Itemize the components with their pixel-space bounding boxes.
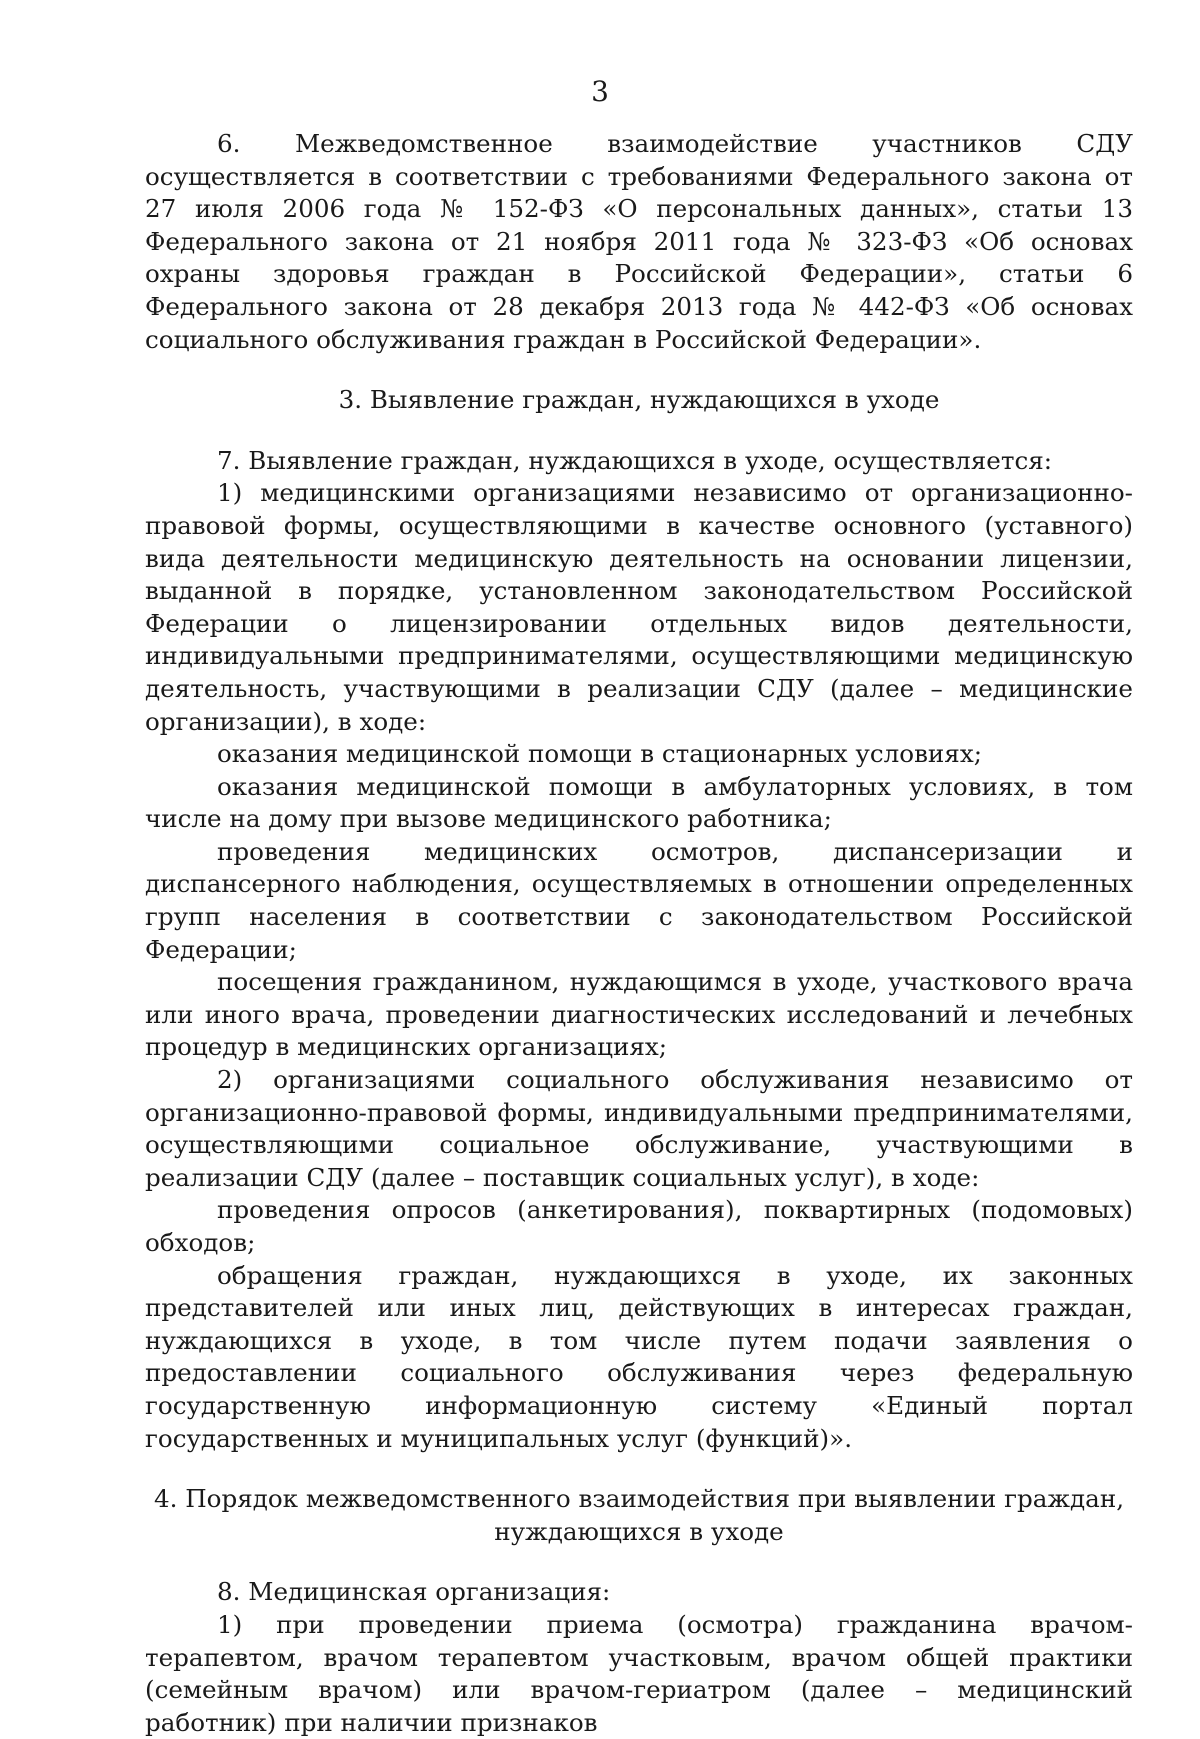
paragraph-7-item-1-sub-2: оказания медицинской помощи в амбулаторных условиях, в том числе на дому при вызове медицинского работника; bbox=[145, 771, 1133, 834]
page-number: 3 bbox=[591, 75, 609, 108]
paragraph-8-item-1: 1) при проведении приема (осмотра) гражданина врачом-терапевтом, врачом терапевтом участковым, врачом общей практики (семейным врачом) или врачом-гериатром (далее – медицинский работник) при наличии признаков bbox=[145, 1609, 1133, 1737]
section-heading-3-line: 3. Выявление граждан, нуждающихся в уходе bbox=[338, 385, 940, 415]
section-heading-4 bbox=[145, 1483, 1133, 1548]
paragraph-7-item-1-sub-4: посещения гражданином, нуждающимся в уходе, участкового врача или иного врача, проведении диагностических исследований и лечебных процедур в медицинских организациях; bbox=[145, 967, 1133, 1062]
section-heading-4-line-1: 4. Порядок межведомственного взаимодействия при выявлении граждан, bbox=[153, 1484, 1125, 1514]
section-heading-3 bbox=[145, 384, 1133, 417]
paragraph-7-item-2-sub-2: обращения граждан, нуждающихся в уходе, их законных представителей или иных лиц, действующих в интересах граждан, нуждающихся в уходе, в том числе путем подачи заявления о предоставлении социального обслуживания через федеральную государственную информационную систему «Единый портал государственных и муниципальных услуг (функций)». bbox=[145, 1260, 1133, 1453]
paragraph-8: 8. Медицинская организация: bbox=[217, 1577, 611, 1607]
document-body bbox=[145, 128, 1133, 1739]
paragraph-7-item-1: 1) медицинскими организациями независимо от организационно-правовой формы, осуществляющими в качестве основного (уставного) вида деятельности медицинскую деятельность на основании лицензии, выданной в порядке, установленном законодательством Российской Федерации о лицензировании отдельных видов деятельности, индивидуальными предпринимателями, осуществляющими медицинскую деятельность, участвующими в реализации СДУ (далее – медицинские организации), в ходе: bbox=[145, 478, 1133, 736]
paragraph-7-item-2-sub-1: проведения опросов (анкетирования), поквартирных (подомовых) обходов; bbox=[145, 1195, 1133, 1257]
paragraph-7-item-1-sub-3: проведения медицинских осмотров, диспансеризации и диспансерного наблюдения, осуществляемых в отношении определенных групп населения в соответствии с законодательством Российской Федерации; bbox=[145, 836, 1133, 964]
section-heading-4-line-2: нуждающихся в уходе bbox=[494, 1516, 784, 1546]
paragraph-7-item-1-sub-1: оказания медицинской помощи в стационарных условиях; bbox=[217, 739, 982, 769]
paragraph-6: 6. Межведомственное взаимодействие участников СДУ осуществляется в соответствии с требованиями Федерального закона от 27 июля 2006 года № 152-ФЗ «О персональных данных», статьи 13 Федерального закона от 21 ноября 2011 года № 323-ФЗ «Об основах охраны здоровья граждан в Российской Федерации», статьи 6 Федерального закона от 28 декабря 2013 года № 442-ФЗ «Об основах социального обслуживания граждан в Российской Федерации». bbox=[145, 129, 1133, 354]
paragraph-7-item-2: 2) организациями социального обслуживания независимо от организационно-правовой формы, индивидуальными предпринимателями, осуществляющими социальное обслуживание, участвующими в реализации СДУ (далее – поставщик социальных услуг), в ходе: bbox=[145, 1065, 1133, 1192]
paragraph-7: 7. Выявление граждан, нуждающихся в уходе, осуществляется: bbox=[217, 445, 1053, 475]
